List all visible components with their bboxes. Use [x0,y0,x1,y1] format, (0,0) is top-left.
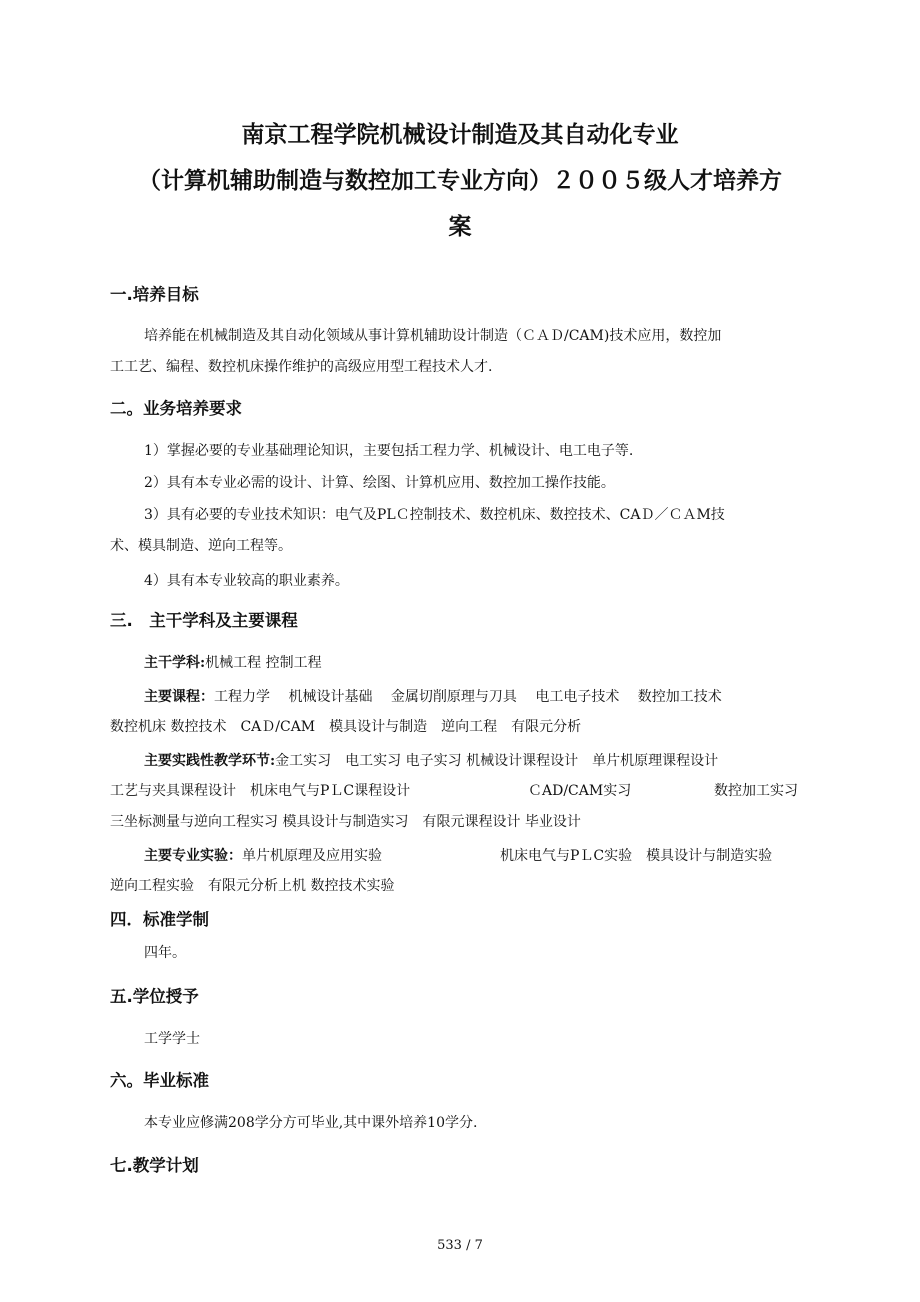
practice-line-1 [144,750,718,772]
main-courses-label: 主要课程： [144,689,214,705]
section-heading-teaching-plan: 七.教学计划 [110,1156,199,1175]
requirement-item-2: 2）具有本专业必需的设计、计算、绘图、计算机应用、数控加工操作技能。 [144,475,615,491]
goals-text-line-1: 培养能在机械制造及其自动化领域从事计算机辅助设计制造（ＣＡＤ/CAM)技术应用，数控加 [144,328,722,344]
section-heading-degree: 五.学位授予 [110,987,199,1006]
practice-line-2a: 工艺与夹具课程设计 机床电气与PＬC课程设计 [110,783,411,799]
experiments-label: 主要专业实验： [144,848,242,864]
section-heading-goals: 一.培养目标 [110,285,199,304]
duration-text: 四年。 [144,945,186,961]
practice-line-2b: ＣAD/CAM实习 [528,783,632,799]
main-disciplines [144,652,322,674]
section-heading-duration: 四．标准学制 [110,910,209,929]
graduation-text: 本专业应修满208学分方可毕业,其中课外培养10学分. [144,1115,478,1131]
requirement-item-4: 4）具有本专业较高的职业素养。 [144,573,349,589]
section-heading-courses: 三. 主干学科及主要课程 [110,611,298,630]
practice-text-1: 金工实习 电工实习 电子实习 机械设计课程设计 单片机原理课程设计 [275,753,719,769]
practice-line-3: 三坐标测量与逆向工程实习 模具设计与制造实习 有限元课程设计 毕业设计 [110,814,581,830]
title-line-1: 南京工程学院机械设计制造及其自动化专业 [241,122,679,148]
requirement-item-3-line-1: 3）具有必要的专业技术知识：电气及PLＣ控制技术、数控机床、数控技术、CAＤ／ＣＡM技 [144,507,725,523]
main-disciplines-text: 机械工程 控制工程 [205,655,322,671]
main-courses-line-1 [144,686,722,708]
goals-text-line-2: 工工艺、编程、数控机床操作维护的高级应用型工程技术人才. [110,359,493,375]
main-courses-line-2: 数控机床 数控技术 CAＤ/CAM 模具设计与制造 逆向工程 有限元分析 [110,719,582,735]
requirement-item-3-line-2: 术、模具制造、逆向工程等。 [110,538,292,554]
experiments-line-2: 逆向工程实验 有限元分析上机 数控技术实验 [110,878,395,894]
section-heading-requirements: 二。业务培养要求 [110,399,242,418]
title-line-2: （计算机辅助制造与数控加工专业方向）２００５级人才培养方 [138,168,782,194]
experiments-line-1 [144,845,382,867]
main-courses-text-1: 工程力学 机械设计基础 金属切削原理与刀具 电工电子技术 数控加工技术 [214,689,722,705]
experiments-text-1a: 单片机原理及应用实验 [242,848,382,864]
section-heading-graduation: 六。毕业标准 [110,1071,209,1090]
title-line-3: 案 [448,214,472,240]
page-number: 533 / 7 [437,1238,483,1253]
page-title [0,112,920,250]
experiments-text-1b: 机床电气与PＬC实验 模具设计与制造实验 [500,848,773,864]
requirement-item-1: 1）掌握必要的专业基础理论知识，主要包括工程力学、机械设计、电工电子等. [144,443,634,459]
practice-line-2c: 数控加工实习 [714,783,798,799]
main-disciplines-label: 主干学科: [144,655,206,671]
practice-label: 主要实践性教学环节: [144,753,276,769]
degree-text: 工学学士 [144,1031,200,1047]
